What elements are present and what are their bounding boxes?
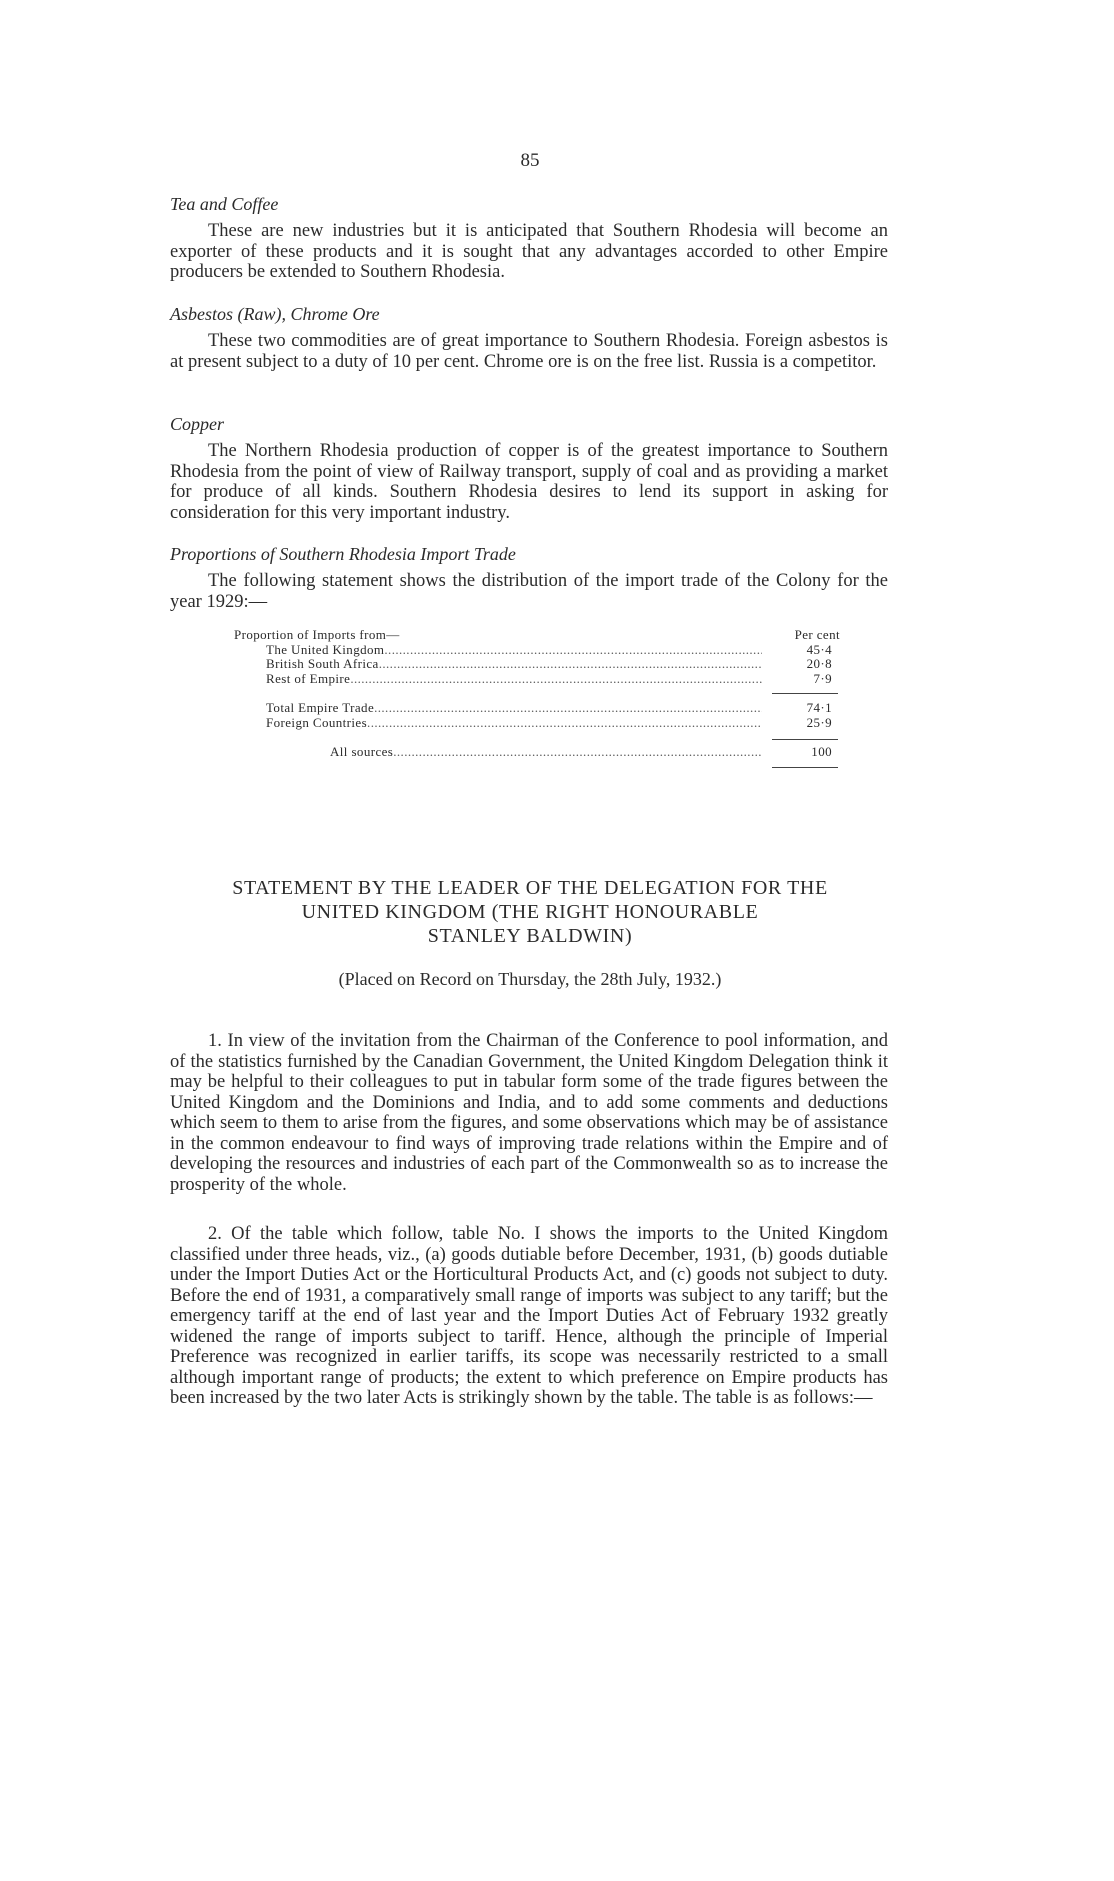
row-value: 100 <box>811 744 832 759</box>
leader-dots <box>379 657 762 672</box>
section-tea-coffee <box>170 194 888 283</box>
page-number: 85 <box>520 150 540 171</box>
leader-dots <box>367 716 762 731</box>
statement-title <box>150 876 910 948</box>
title-line: UNITED KINGDOM (THE RIGHT HONOURABLE <box>301 901 759 923</box>
leader-dots <box>384 643 762 658</box>
section-proportions <box>170 544 888 612</box>
title-line: STATEMENT BY THE LEADER OF THE DELEGATION FOR THE <box>232 877 828 899</box>
section-copper <box>170 414 888 523</box>
table-rule <box>772 693 838 694</box>
row-value: 25·9 <box>806 714 832 730</box>
row-value: 7·9 <box>813 670 832 686</box>
section-heading: Proportions of Southern Rhodesia Import Trade <box>170 544 516 564</box>
section-asbestos <box>170 304 888 372</box>
section-heading: Copper <box>170 414 224 434</box>
section-paragraph: The Northern Rhodesia production of copper is of the greatest importance to Southern Rhodesia from the point of view of Railway transport, supply of coal and as providing a market for produce of all kinds. Southern Rhodesia desires to lend its support in asking for consideration for this very important industry. <box>170 441 888 523</box>
section-paragraph: The following statement shows the distribution of the import trade of the Colony for the year 1929:— <box>170 571 888 612</box>
paragraph: 2. Of the table which follow, table No. I shows the imports to the United Kingdom classified under three heads, viz., (a) goods dutiable before December, 1931, (b) goods dutiable under the Import Duties Act or the Horticultural Products Act, and (c) goods not subject to duty. Before the end of 1931, a comparatively small range of imports was subject to any tariff; but the emergency tariff at the end of last year and the Import Duties Act of February 1932 greatly widened the range of imports subject to tariff. Hence, although the principle of Imperial Preference was recognized in earlier tariffs, its scope was necessarily restricted to a small although important range of products; the extent to which preference on Empire products has been increased by the two later Acts is strikingly shown by the table. The table is as follows:— <box>170 1224 888 1408</box>
table-unit-header: Per cent <box>794 627 840 642</box>
row-label: The United Kingdom <box>266 641 385 657</box>
table-header-row <box>234 628 840 643</box>
section-paragraph: These are new industries but it is anticipated that Southern Rhodesia will become an exporter of these products and it is sought that any advantages accorded to other Empire producers be extended to Southern Rhodesia. <box>170 221 888 282</box>
table-row <box>234 716 840 731</box>
table-row <box>234 701 840 716</box>
row-value: 20·8 <box>806 656 832 671</box>
row-label: British South Africa <box>266 656 379 671</box>
leader-dots <box>374 701 762 716</box>
statement-paragraph-1 <box>170 1031 888 1195</box>
row-label: All sources <box>330 744 394 759</box>
statement-paragraph-2 <box>170 1224 888 1409</box>
leader-dots <box>393 745 762 760</box>
leader-dots <box>350 672 762 687</box>
paragraph: 1. In view of the invitation from the Chairman of the Conference to pool information, and of the statistics furnished by the Canadian Government, the United Kingdom Delegation think it may be helpful to their colleagues to put in tabular form some of the trade figures between the United Kingdom and the Dominions and India, and to add some comments and deductions which seem to them to arise from the figures, and some observations which may be of assistance in the common endeavour to find ways of improving trade relations within the Empire and of developing the resources and industries of each part of the Commonwealth so as to increase the prosperity of the whole. <box>170 1031 888 1195</box>
row-label: Foreign Countries <box>266 714 368 730</box>
table-row <box>234 643 840 658</box>
section-heading: Asbestos (Raw), Chrome Ore <box>170 304 380 324</box>
title-line: STANLEY BALDWIN) <box>427 925 633 947</box>
section-heading: Tea and Coffee <box>170 194 279 214</box>
placed-on-record: (Placed on Record on Thursday, the 28th July, 1932.) <box>338 969 722 989</box>
import-proportion-table <box>234 628 840 760</box>
row-label: Rest of Empire <box>266 670 351 686</box>
row-value: 45·4 <box>806 641 832 657</box>
section-paragraph: These two commodities are of great importance to Southern Rhodesia. Foreign asbestos is at present subject to a duty of 10 per cent. Chrome ore is on the free list. Russia is a competitor. <box>170 331 888 372</box>
table-rule <box>772 739 838 740</box>
row-label: Total Empire Trade <box>266 700 375 715</box>
row-value: 74·1 <box>806 700 832 715</box>
table-total-row <box>234 745 840 760</box>
table-rule <box>772 767 838 768</box>
table-title: Proportion of Imports from— <box>234 627 400 642</box>
table-row <box>234 672 840 687</box>
table-row <box>234 657 840 672</box>
